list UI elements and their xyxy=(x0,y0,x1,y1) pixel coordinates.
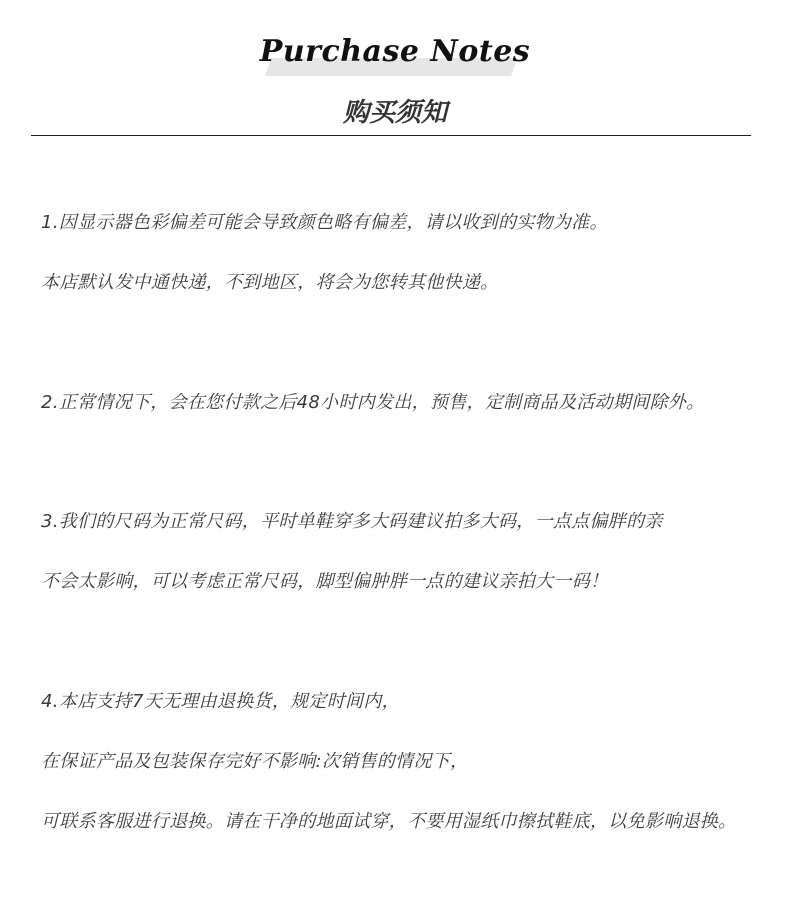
note-1-line-1: 1.因显示器色彩偏差可能会导致颜色略有偏差，请以收到的实物为准。 xyxy=(41,212,608,233)
note-3-line-2: 不会太影响，可以考虑正常尺码，脚型偏肿胖一点的建议亲拍大一码！ xyxy=(41,571,609,592)
header-divider xyxy=(31,135,751,136)
note-1-line-2: 本店默认发中通快递，不到地区，将会为您转其他快递。 xyxy=(41,272,499,293)
note-4-line-2: 在保证产品及包装保存完好不影响:次销售的情况下， xyxy=(41,751,469,772)
note-2-line-1: 2.正常情况下，会在您付款之后48小时内发出，预售，定制商品及活动期间除外。 xyxy=(41,392,705,413)
note-4-line-1: 4.本店支持7天无理由退换货，规定时间内， xyxy=(41,691,400,712)
note-3-line-1: 3.我们的尺码为正常尺码，平时单鞋穿多大码建议拍多大码，一点点偏胖的亲 xyxy=(41,511,663,532)
page-title-english: Purchase Notes xyxy=(259,34,531,69)
purchase-notes-header xyxy=(0,0,790,140)
page-title-chinese: 购买须知 xyxy=(342,98,447,128)
note-4-line-3: 可联系客服进行退换。请在干净的地面试穿，不要用湿纸巾擦拭鞋底，以免影响退换。 xyxy=(41,811,737,832)
